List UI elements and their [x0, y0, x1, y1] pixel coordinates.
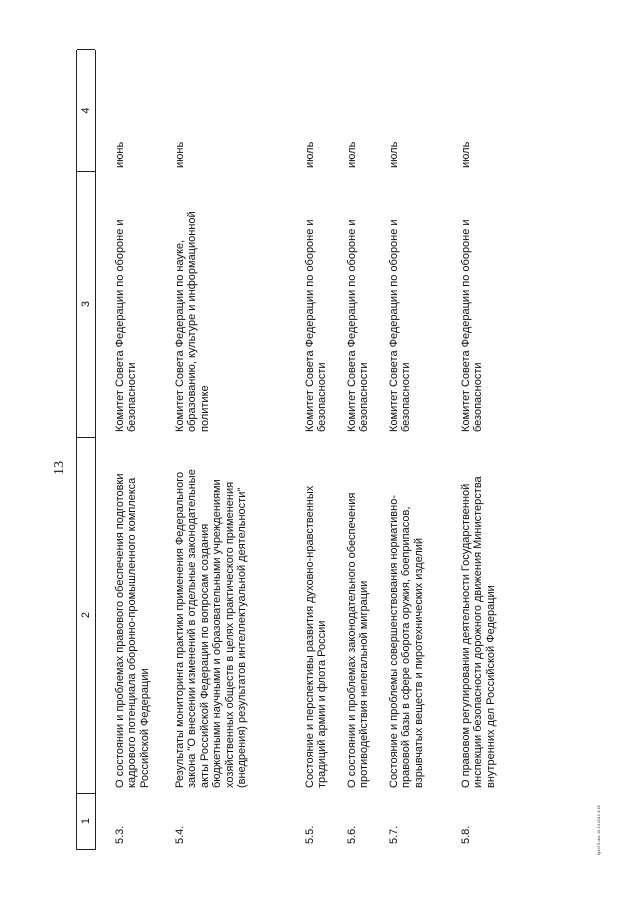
- row-number: 5.6.: [346, 825, 358, 844]
- row-topic: Результаты мониторинга практики применения Федерального закона "О внесении изменений в отдельные законодательные акты Российской Федерации по вопросам создания бюджетными научными и образовательными учреждениями хозяйственных обществ в целях практического применения (внедрения) результатов интеллектуальной деятельности": [174, 469, 249, 788]
- row-topic: Состояние и перспективы развития духовно-нравственных традиций армии и флота России: [304, 485, 329, 788]
- row-topic: О правовом регулировании деятельности Государственной инспекции безопасности дорожного движения Министерства внутренних дел Российской Федерации: [460, 476, 497, 788]
- row-number: 5.7.: [388, 825, 400, 844]
- plan-table: [76, 50, 516, 850]
- column-header-2: 2: [77, 437, 95, 794]
- column-header-4: 4: [77, 49, 95, 172]
- row-number: 5.5.: [304, 825, 316, 844]
- row-responsible: Комитет Совета Федерации по обороне и безопасности: [388, 219, 413, 432]
- column-header-3: 3: [77, 171, 95, 438]
- page-number: 13: [52, 461, 67, 475]
- row-number: 5.4.: [174, 825, 186, 844]
- row-topic: О состоянии и проблемах законодательного обеспечения противодействия нелегальной миграции: [346, 492, 371, 788]
- row-responsible: Комитет Совета Федерации по обороне и безопасности: [346, 219, 371, 432]
- row-topic: Состояние и проблемы совершенствования нормативно-правовой базы в сфере оборота оружия, боеприпасов, взрывчатых веществ и пиротехнических изделий: [388, 495, 425, 788]
- document-footer: fg1473.doc 16.13.2012 4:45: [596, 805, 601, 855]
- row-deadline: июль: [304, 141, 316, 168]
- row-number: 5.3.: [114, 825, 126, 844]
- table-header: [76, 50, 96, 850]
- row-topic: О состоянии и проблемах правового обеспечения подготовки кадрового потенциала оборонно-промышленного комплекса Российской Федерации: [114, 473, 151, 788]
- row-number: 5.8.: [460, 825, 472, 844]
- row-responsible: Комитет Совета Федерации по обороне и безопасности: [460, 219, 485, 432]
- row-deadline: июнь: [174, 141, 186, 168]
- row-deadline: июль: [388, 141, 400, 168]
- row-responsible: Комитет Совета Федерации по обороне и безопасности: [114, 219, 139, 432]
- row-responsible: Комитет Совета Федерации по науке, образованию, культуре и информационной политике: [174, 211, 211, 432]
- row-responsible: Комитет Совета Федерации по обороне и безопасности: [304, 219, 329, 432]
- row-deadline: июль: [460, 141, 472, 168]
- column-header-1: 1: [77, 793, 95, 850]
- row-deadline: июль: [346, 141, 358, 168]
- row-deadline: июнь: [114, 141, 126, 168]
